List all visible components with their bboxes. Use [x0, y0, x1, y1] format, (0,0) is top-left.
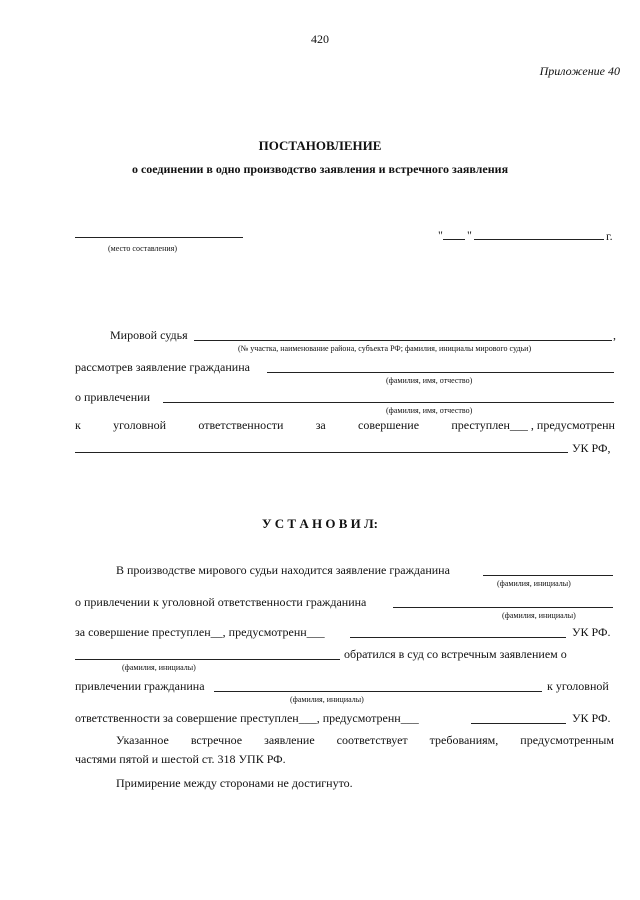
p2-line7-word: требованиям, — [429, 733, 499, 747]
p2-line7-word: соответствует — [336, 733, 408, 747]
ukrf-end: УК РФ, — [572, 441, 611, 455]
p2-line7-word: встречное — [190, 733, 243, 747]
judge-caption: (№ участка, наименование района, субъекта РФ; фамилия, инициалы мирового судьи) — [238, 344, 532, 353]
p2-line6-blank — [471, 723, 566, 724]
p2-line6: ответственности за совершение преступлен___, предусмотренн___ — [75, 711, 419, 725]
document-subtitle: о соединении в одно производство заявления и встречного заявления — [131, 162, 509, 176]
liability-word: ответственности — [198, 418, 284, 432]
p2-line7 — [116, 733, 614, 748]
p2-line3: за совершение преступлен__, предусмотренн___ — [75, 625, 325, 639]
judge-label: Мировой судья — [110, 328, 188, 342]
p2-line2-caption: (фамилия, инициалы) — [502, 611, 576, 620]
liability-word: совершение — [358, 418, 420, 432]
p2-line5-blank — [214, 691, 542, 692]
date-quote-open: " — [438, 228, 443, 242]
date-day-line — [443, 239, 465, 240]
p2-line5: привлечении гражданина — [75, 679, 205, 693]
established-heading: У С Т А Н О В И Л: — [261, 516, 378, 531]
liability-row — [75, 418, 615, 433]
p2-line1-blank — [483, 575, 613, 576]
p2-line7-word: заявление — [264, 733, 315, 747]
place-line — [75, 237, 243, 238]
judge-line — [194, 340, 612, 341]
date-year-suffix: г. — [606, 229, 613, 243]
p2-line6-end: УК РФ. — [572, 711, 611, 725]
p2-line4-caption: (фамилия, инициалы) — [122, 663, 196, 672]
place-caption: (место составления) — [108, 244, 177, 253]
review-label: рассмотрев заявление гражданина — [75, 360, 250, 374]
involve-line — [163, 402, 614, 403]
liability-word: к — [75, 418, 81, 432]
liability-word: за — [315, 418, 326, 432]
document-title: ПОСТАНОВЛЕНИЕ — [258, 138, 382, 153]
p2-line5-caption: (фамилия, инициалы) — [290, 695, 364, 704]
date-quote-close: " — [467, 228, 472, 242]
p2-line1: В производстве мирового судьи находится заявление гражданина — [116, 563, 450, 577]
involve-label: о привлечении — [75, 390, 150, 404]
p2-line4: обратился в суд со встречным заявлением о — [344, 647, 567, 661]
p2-line2: о привлечении к уголовной ответственности гражданина — [75, 595, 367, 609]
appendix-label: Приложение 40 — [539, 64, 620, 78]
p2-line3-blank — [350, 637, 566, 638]
review-caption: (фамилия, имя, отчество) — [386, 376, 473, 385]
p2-line1-caption: (фамилия, инициалы) — [497, 579, 571, 588]
liability-word: уголовной — [113, 418, 167, 432]
page-number: 420 — [311, 32, 329, 46]
date-month-line — [474, 239, 604, 240]
p2-line2-blank — [393, 607, 613, 608]
p2-line9: Примирение между сторонами не достигнуто. — [116, 776, 353, 790]
p2-line7-word: предусмотренным — [520, 733, 614, 747]
p2-line8: частями пятой и шестой ст. 318 УПК РФ. — [75, 752, 286, 766]
review-line — [267, 372, 614, 373]
p2-line5-end: к уголовной — [547, 679, 609, 693]
article-line — [75, 452, 568, 453]
liability-word: преступлен___ , предусмотренн — [451, 418, 615, 432]
p2-line3-end: УК РФ. — [572, 625, 611, 639]
p2-line7-word: Указанное — [116, 733, 169, 747]
p2-line4-blank — [75, 659, 340, 660]
involve-caption: (фамилия, имя, отчество) — [386, 406, 473, 415]
judge-comma: , — [613, 328, 616, 342]
